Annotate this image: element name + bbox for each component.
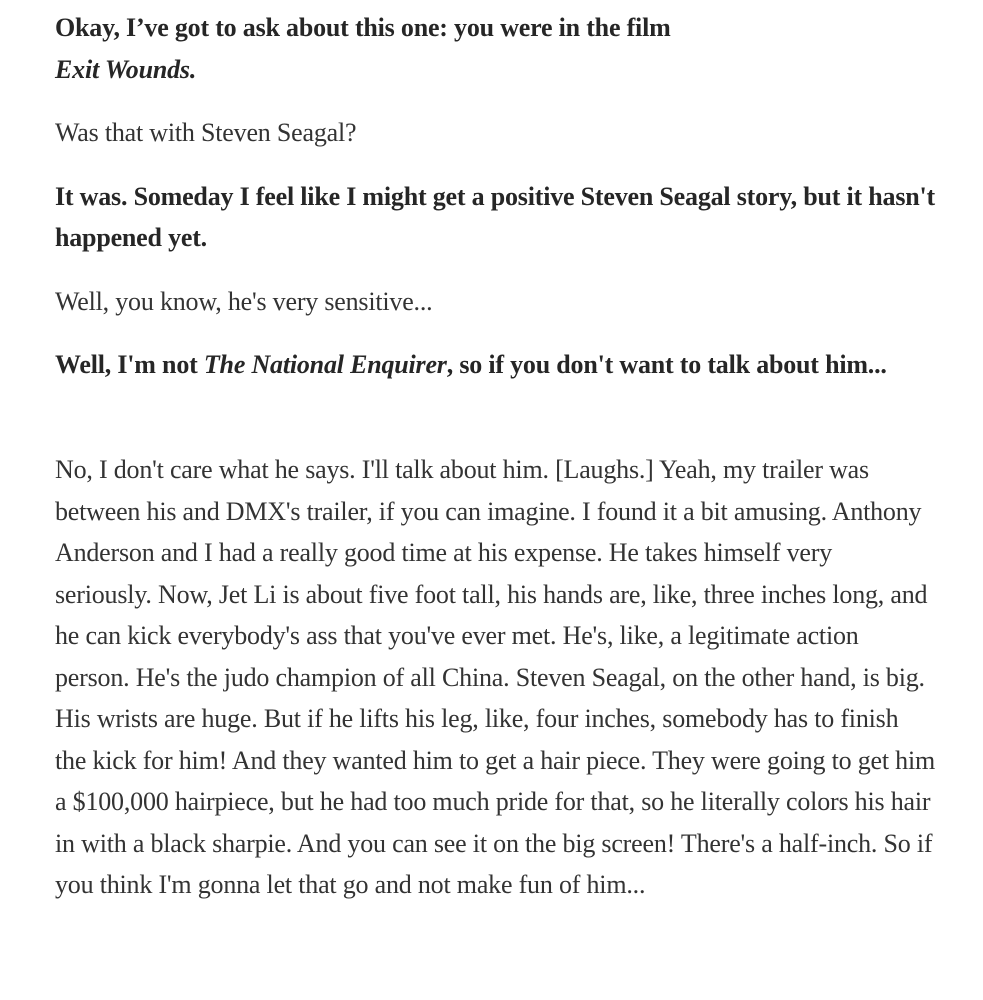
question-text: Okay, I’ve got to ask about this one: you were in the film [55,13,671,42]
paragraph-gap [55,90,935,112]
paragraph-gap [55,154,935,176]
question-text: , so if you don't want to talk about him... [446,350,887,379]
interview-answer: Was that with Steven Seagal? [55,118,357,147]
paragraph-gap [55,322,935,344]
publication-title: The National Enquirer [203,350,447,379]
interview-question [55,344,935,427]
interview-question [55,7,935,90]
interview-answer: Well, you know, he's very sensitive... [55,286,433,316]
interview-answer: No, I don't care what he says. I'll talk about him. [Laughs.] Yeah, my trailer was between his and DMX's trailer, if you can imagine. I found it a bit amusing. Anthony Anderson and I had a really good time at his expense. He takes himself very seriously. Now, Jet Li is about five foot tall, his hands are, like, three inches long, and he can kick everybody's ass that you've ever met. He's, like, a legitimate action person. He's the judo champion of all China. Steven Seagal, on the other hand, is big. His wrists are huge. But if he lifts his leg, like, four inches, somebody has to finish the kick for him! And they wanted him to get a hair piece. They were going to get him a $100,000 hairpiece, but he had too much pride for that, so he literally colors his hair in with a black sharpie. And you can see it on the big screen! There's a half-inch. So if you think I'm gonna let that go and not make fun of him... [55,455,936,899]
interview-article [55,7,935,906]
paragraph-gap [55,259,935,281]
interview-question: It was. Someday I feel like I might get a positive Steven Seagal story, but it hasn't happened yet. [55,181,936,252]
paragraph-gap [55,427,935,449]
film-title: Exit Wounds. [55,54,197,84]
question-text: Well, I'm not [55,350,204,379]
